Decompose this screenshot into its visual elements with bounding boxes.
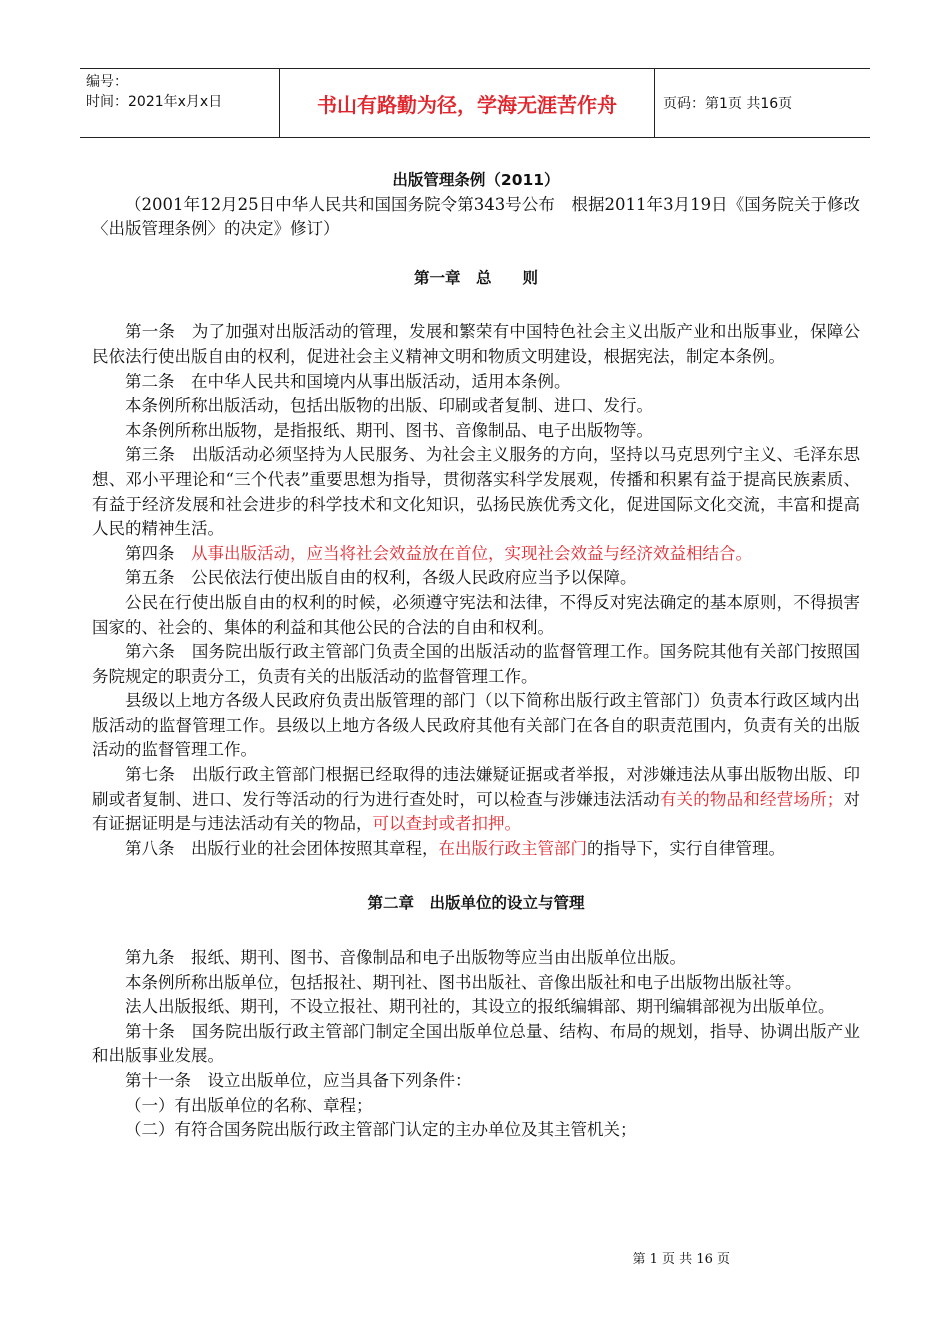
page-footer: 第 1 页 共 16 页: [632, 1252, 730, 1267]
article-7-part-2: 对有证据证明是与违法活动有关的物品，: [92, 789, 861, 834]
article-11-item-1: （一）有出版单位的名称、章程；: [125, 1095, 373, 1115]
chapter-1-heading: 第一章 总 则: [413, 268, 538, 287]
document-title: 出版管理条例（2011）: [392, 171, 560, 189]
article-4-highlight: 从事出版活动，应当将社会效益放在首位，实现社会效益与经济效益相结合。: [191, 543, 752, 563]
chapter-2-heading: 第二章 出版单位的设立与管理: [367, 894, 585, 913]
article-4: [92, 542, 860, 567]
time-label: 时间：2021年x月x日: [86, 94, 223, 110]
article-7: [92, 763, 860, 837]
article-8-part-1: 第八条 出版行业的社会团体按照其章程，: [125, 838, 439, 858]
article-5-para-2: 公民在行使出版自由的权利的时候，必须遵守宪法和法律，不得反对宪法确定的基本原则，不得损害国家的、社会的、集体的利益和其他公民的合法的自由和权利。: [92, 592, 860, 637]
article-2-para-3: 本条例所称出版物，是指报纸、期刊、图书、音像制品、电子出版物等。: [125, 420, 653, 440]
article-1: 第一条 为了加强对出版活动的管理，发展和繁荣有中国特色社会主义出版产业和出版事业，保障公民依法行使出版自由的权利，促进社会主义精神文明和物质文明建设，根据宪法，制定本条例。: [92, 322, 860, 366]
article-2-para-2: 本条例所称出版活动，包括出版物的出版、印刷或者复制、进口、发行。: [125, 396, 653, 416]
article-6-para-2: 县级以上地方各级人民政府负责出版管理的部门（以下简称出版行政主管部门）负责本行政区域内出版活动的监督管理工作。县级以上地方各级人民政府其他有关部门在各自的职责范围内，负责有关的出版活动的监督管理工作。: [92, 691, 860, 760]
number-label: 编号：: [86, 74, 128, 90]
article-4-head: 第四条: [125, 543, 191, 563]
page-header: [80, 68, 870, 138]
article-9: 第九条 报纸、期刊、图书、音像制品和电子出版物等应当由出版单位出版。: [125, 948, 686, 968]
article-2: 第二条 在中华人民共和国境内从事出版活动，适用本条例。: [125, 371, 571, 391]
article-8: [92, 837, 860, 862]
article-8-highlight: 在出版行政主管部门: [438, 838, 587, 858]
article-7-highlight-2: 可以查封或者扣押。: [372, 814, 521, 834]
article-3: 第三条 出版活动必须坚持为人民服务、为社会主义服务的方向，坚持以马克思列宁主义、毛泽东思想、邓小平理论和“三个代表”重要思想为指导，贯彻落实科学发展观，传播和积累有益于提高民族素质、有益于经济发展和社会进步的科学技术和文化知识，弘扬民族优秀文化，促进国际文化交流，丰富和提高人民的精神生活。: [92, 445, 860, 539]
article-7-part-1: 第七条 出版行政主管部门根据已经取得的违法嫌疑证据或者举报，对涉嫌违法从事出版物出版、印刷或者复制、进口、发行等活动的行为进行查处时，可以检查与涉嫌违法活动: [92, 765, 860, 809]
article-9-para-3: 法人出版报纸、期刊，不设立报社、期刊社的，其设立的报纸编辑部、期刊编辑部视为出版单位。: [125, 997, 835, 1017]
article-9-para-2: 本条例所称出版单位，包括报社、期刊社、图书出版社、音像出版社和电子出版物出版社等。: [125, 972, 802, 992]
article-11: 第十一条 设立出版单位，应当具备下列条件：: [125, 1071, 472, 1090]
header-page-info: 页码：第1页 共16页: [663, 96, 793, 112]
article-10: 第十条 国务院出版行政主管部门制定全国出版单位总量、结构、布局的规划，指导、协调出版产业和出版事业发展。: [92, 1021, 860, 1066]
document-body: [92, 168, 860, 1143]
header-motto: 书山有路勤为径，学海无涯苦作舟: [280, 69, 655, 137]
article-8-part-2: 的指导下，实行自律管理。: [587, 838, 785, 858]
article-6: 第六条 国务院出版行政主管部门负责全国的出版活动的监督管理工作。国务院其他有关部门按照国务院规定的职责分工，负责有关的出版活动的监督管理工作。: [92, 642, 860, 686]
article-5: 第五条 公民依法行使出版自由的权利，各级人民政府应当予以保障。: [125, 568, 637, 588]
article-7-highlight-1: 有关的物品和经营场所；: [659, 789, 844, 809]
article-11-item-2: （二）有符合国务院出版行政主管部门认定的主办单位及其主管机关；: [125, 1120, 637, 1140]
header-meta: [80, 69, 280, 137]
document-intro: （2001年12月25日中华人民共和国国务院令第343号公布 根据2011年3月19日《国务院关于修改〈出版管理条例〉的决定》修订）: [92, 194, 860, 239]
